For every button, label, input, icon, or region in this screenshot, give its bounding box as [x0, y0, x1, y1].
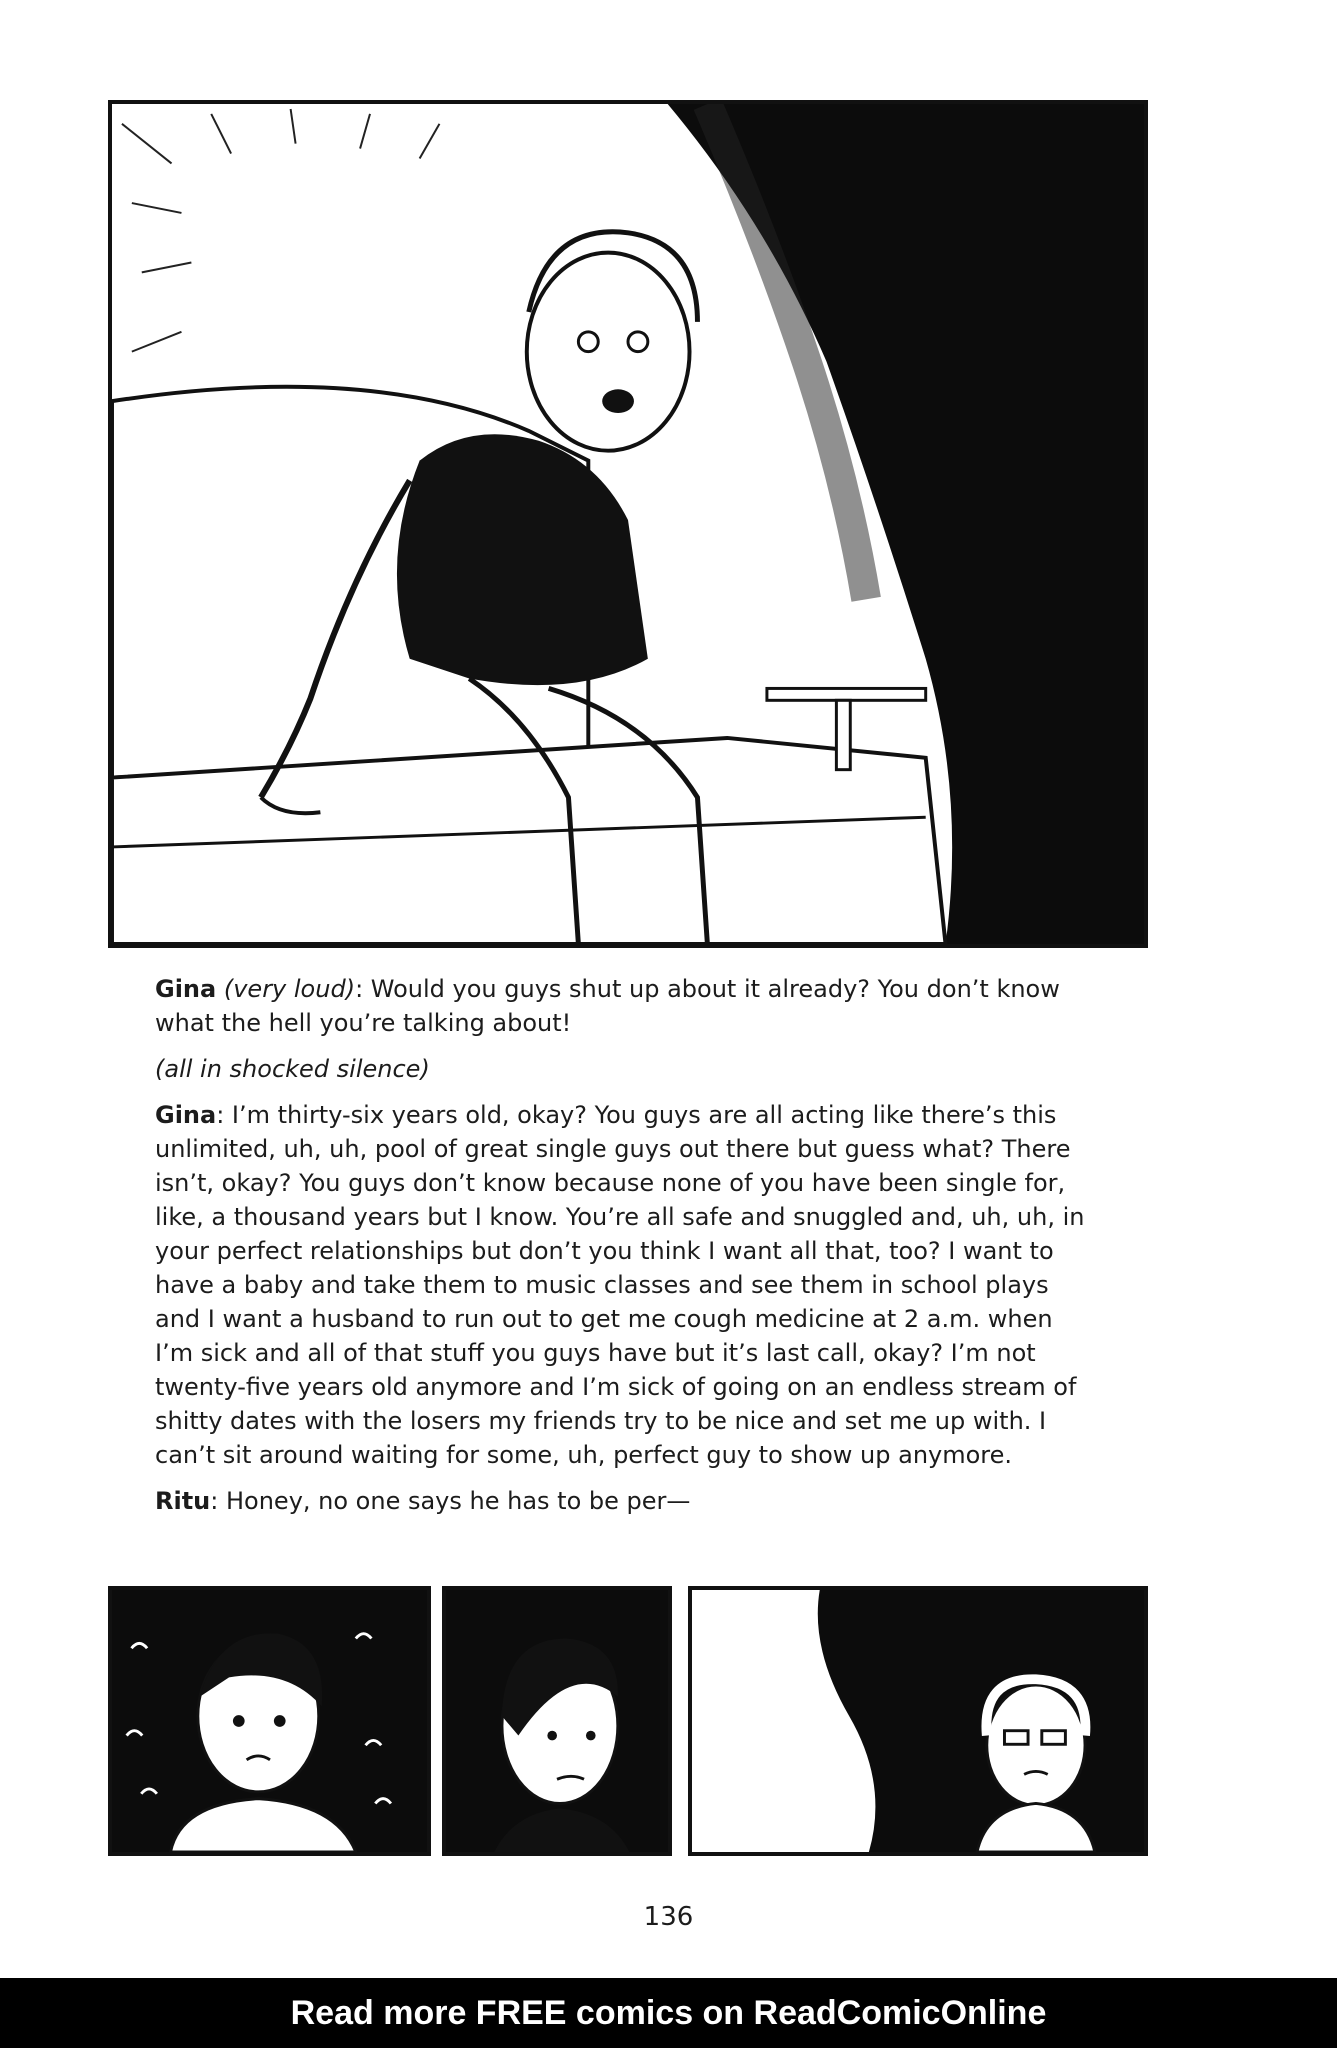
- speaker-name: Ritu: [155, 1487, 211, 1515]
- dialogue-line: [155, 1052, 1095, 1086]
- reaction-panel-3: [688, 1586, 1148, 1856]
- gina-on-couch-illustration: [112, 104, 1144, 944]
- dialogue-line: [155, 1098, 1095, 1472]
- woman-with-glasses-illustration: [692, 1590, 1144, 1852]
- footer-banner-link[interactable]: Read more FREE comics on ReadComicOnline: [0, 1978, 1337, 2048]
- illustration-panel-gina-outburst: [108, 100, 1148, 948]
- stage-direction: (very loud): [223, 975, 356, 1003]
- reaction-panel-2: [442, 1586, 672, 1856]
- page-number: 136: [643, 1902, 694, 1932]
- dialogue-block: [155, 972, 1095, 1530]
- reaction-panel-1: [108, 1586, 431, 1856]
- dialogue-text: : Honey, no one says he has to be per—: [210, 1487, 691, 1515]
- woman-frowning-illustration: [446, 1590, 668, 1852]
- speaker-name: Gina: [155, 1101, 217, 1129]
- dialogue-text: : I’m thirty-six years old, okay? You guys are all acting like there’s this unlimited, uh, uh, pool of great single guys out there but guess what? There isn’t, okay? You guys don’t know because none of you have been single for, like, a thousand years but I know. You’re all safe and snuggled and, uh, uh, in your perfect relationships but don’t you think I want all that, too? I want to have a baby and take them to music classes and see them in school plays and I want a husband to run out to get me cough medicine at 2 a.m. when I’m sick and all of that stuff you guys have but it’s last call, okay? I’m not twenty-five years old anymore and I’m sick of going on an endless stream of shitty dates with the losers my friends try to be nice and set me up with. I can’t sit around waiting for some, uh, perfect guy to show up anymore.: [155, 1101, 1085, 1469]
- dialogue-line: [155, 972, 1095, 1040]
- speaker-name: Gina: [155, 975, 217, 1003]
- dialogue-line: [155, 1484, 1095, 1518]
- stage-direction: (all in shocked silence): [155, 1055, 430, 1083]
- woman-worried-illustration: [112, 1590, 427, 1852]
- dialogue-text: : Would you guys shut up about it already? You don’t know what the hell you’re talking about!: [155, 975, 1060, 1037]
